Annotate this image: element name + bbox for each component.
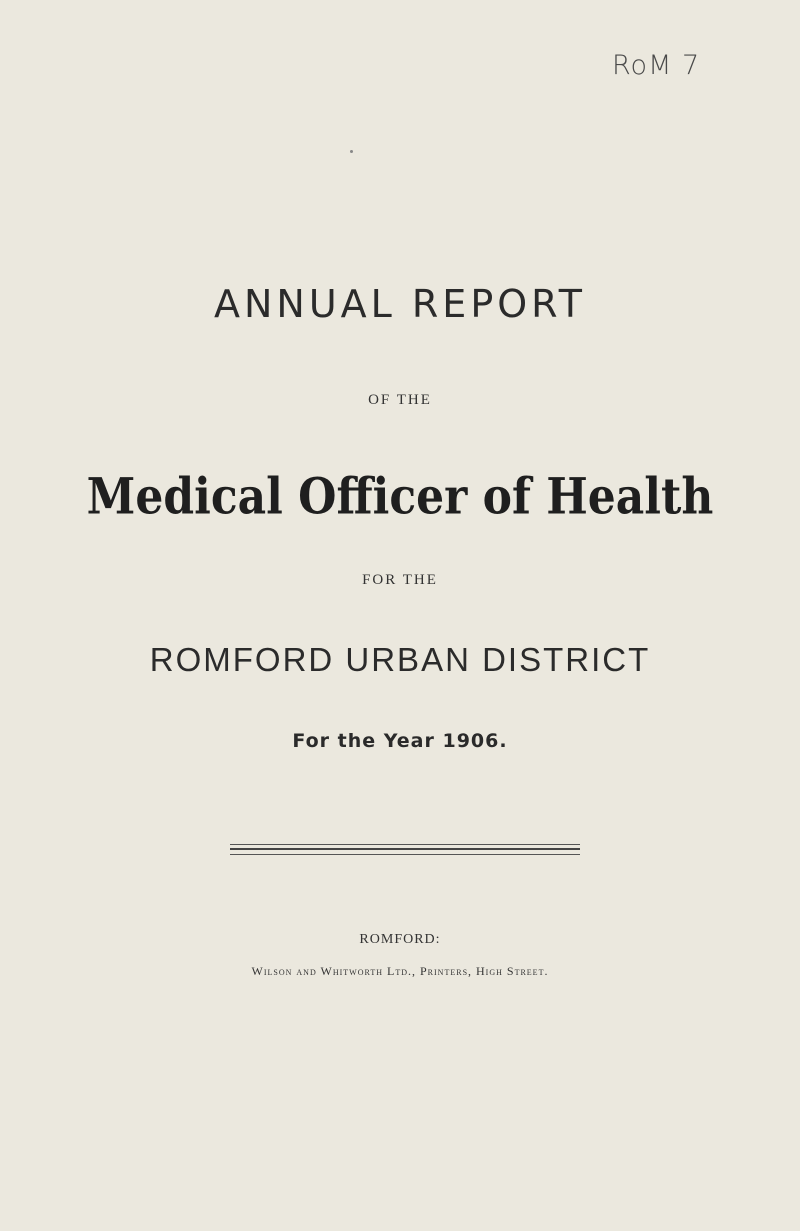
report-year: For the Year 1906. — [292, 730, 508, 752]
handwritten-shelfmark: RoM 7 — [612, 50, 701, 81]
report-title: ANNUAL REPORT — [214, 282, 586, 326]
district-name: ROMFORD URBAN DISTRICT — [149, 641, 651, 678]
imprint-printer: Wilson and Whitworth Ltd., Printers, High Street. — [251, 964, 549, 978]
divider-rule — [230, 848, 580, 850]
title-connector-of-the: OF THE — [368, 392, 432, 408]
title-connector-for-the: FOR THE — [362, 572, 438, 588]
officer-title: Medical Officer of Health — [86, 468, 714, 527]
divider-rule — [230, 854, 580, 855]
imprint-place: ROMFORD: — [359, 932, 441, 947]
paper-speck — [350, 150, 353, 153]
divider-rule — [230, 844, 580, 845]
